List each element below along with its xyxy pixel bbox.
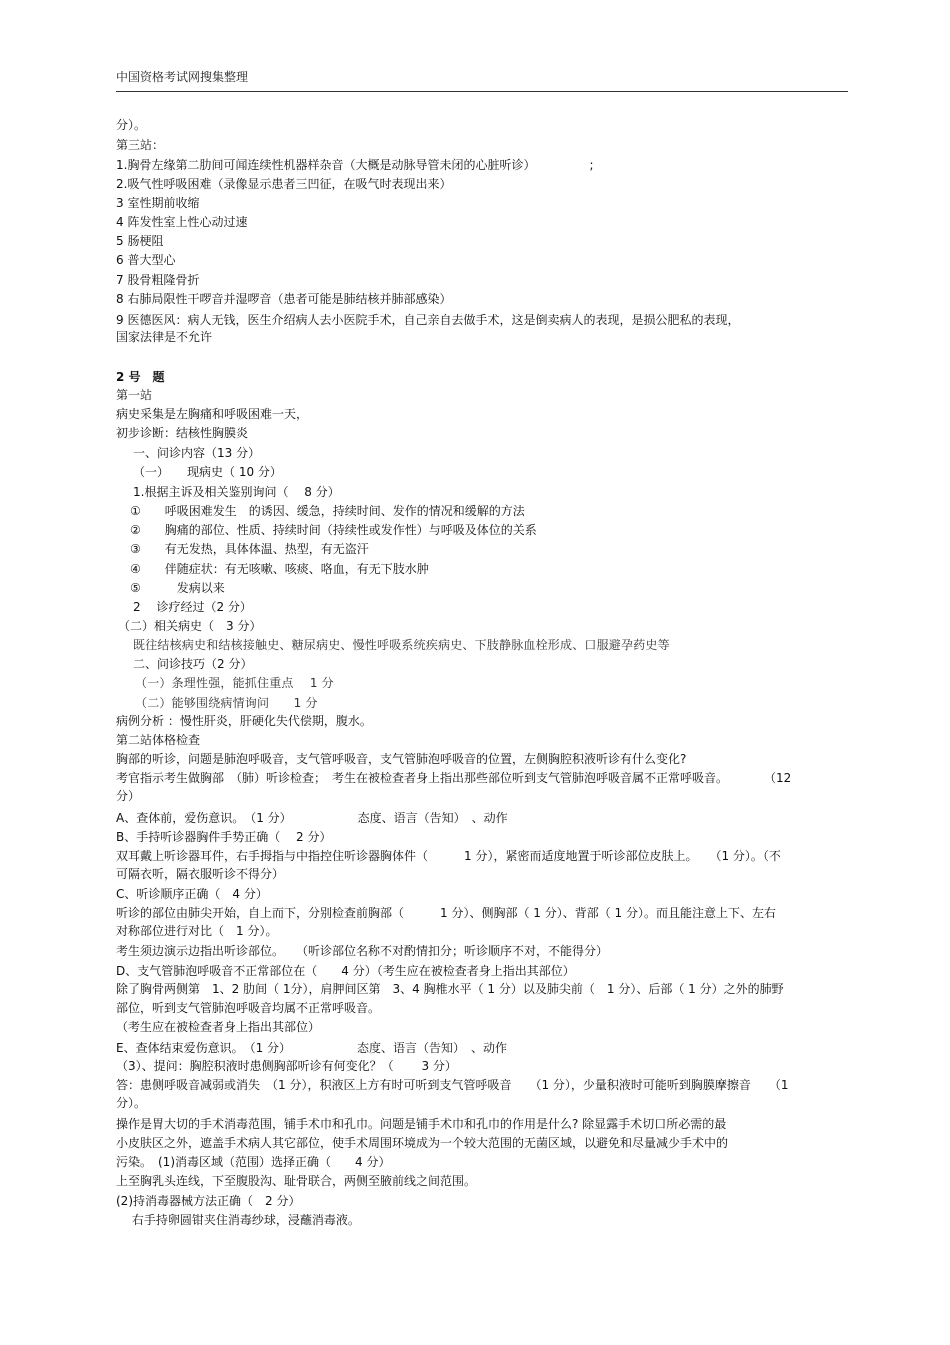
text-line: 4 阵发性室上性心动过速: [116, 215, 248, 229]
text-line: （二）能够围绕病情询问 1 分: [135, 696, 318, 710]
text-line: 听诊的部位由肺尖开始，自上而下，分别检查前胸部（ 1 分）、侧胸部（ 1 分）、背部（ 1 分）。而且能注意上下、左右: [116, 906, 776, 920]
text-line: 病史采集是左胸痛和呼吸困难一天，: [116, 407, 309, 421]
text-line: 对称部位进行对比（ 1 分）。: [116, 924, 278, 938]
text-line: 第二站体格检查: [116, 733, 201, 747]
text-line: 2.吸气性呼吸困难（录像显示患者三凹征，在吸气时表现出来）: [116, 177, 452, 191]
section-heading: 2 号 题: [116, 370, 165, 384]
text-line: （考生应在被检查者身上指出其部位）: [116, 1020, 321, 1034]
text-line: ⑤ 发病以来: [130, 581, 225, 595]
text-line: ① 呼吸困难发生 的诱因、缓急，持续时间、发作的情况和缓解的方法: [130, 504, 525, 518]
text-line: 国家法律是不允许: [116, 330, 213, 344]
text-line: ② 胸痛的部位、性质、持续时间（持续性或发作性）与呼吸及体位的关系: [130, 523, 537, 537]
text-line: 考生须边演示边指出听诊部位。 （听诊部位名称不对酌情扣分；听诊顺序不对，不能得分）: [116, 944, 609, 958]
text-line: 部位，听到支气管肺泡呼吸音均属不正常呼吸音。: [116, 1001, 381, 1015]
text-line: 初步诊断：结核性胸膜炎: [116, 426, 249, 440]
text-line: 分）。: [116, 118, 147, 132]
text-line: 病例分析 ：慢性肝炎，肝硬化失代偿期，腹水。: [116, 714, 372, 728]
page-header: 中国资格考试网搜集整理: [116, 70, 249, 84]
text-line: 9 医德医风：病人无钱，医生介绍病人去小医院手术，自己亲自去做手术，这是倒卖病人的表现，是损公肥私的表现，: [116, 313, 740, 327]
text-line: 第一站: [116, 388, 153, 402]
text-line: D、支气管肺泡呼吸音不正常部位在（ 4 分）（考生应在被检查者身上指出其部位）: [116, 964, 575, 978]
text-line: 一、问诊内容（13 分）: [133, 446, 261, 460]
text-line: 3 室性期前收缩: [116, 196, 200, 210]
text-line: 双耳戴上听诊器耳件，右手拇指与中指控住听诊器胸体件（ 1 分），紧密而适度地置于听诊部位皮肤上。 （1 分）。（不: [116, 849, 781, 863]
text-line: 上至胸乳头连线，下至腹股沟、耻骨联合，两侧至腋前线之间范围。: [116, 1174, 477, 1188]
text-line: 污染。 (1)消毒区域（范围）选择正确（ 4 分）: [116, 1155, 391, 1169]
text-line: 8 右肺局限性干啰音并湿啰音（患者可能是肺结核并肺部感染）: [116, 292, 452, 306]
text-line: (2)持消毒器械方法正确（ 2 分）: [116, 1194, 301, 1208]
text-line: 6 普大型心: [116, 253, 176, 267]
text-line: （二）相关病史（ 3 分）: [118, 619, 262, 633]
text-line: （3）、提问：胸腔积液时患侧胸部听诊有何变化？（ 3 分）: [116, 1059, 457, 1073]
text-line: 分）。: [116, 1096, 147, 1110]
text-line: C、听诊顺序正确（ 4 分）: [116, 887, 268, 901]
text-line: 分）: [116, 789, 141, 803]
text-line: ④ 伴随症状：有无咳嗽、咳痰、咯血，有无下肢水肿: [130, 562, 429, 576]
text-line: B、手持听诊器胸件手势正确（ 2 分）: [116, 830, 332, 844]
text-line: 胸部的听诊，问题是肺泡呼吸音，支气管呼吸音，支气管肺泡呼吸音的位置，左侧胸腔积液听诊有什么变化?: [116, 752, 687, 766]
text-line: 1.胸骨左缘第二肋间可闻连续性机器样杂音（大概是动脉导管未闭的心脏听诊） ;: [116, 158, 594, 172]
text-line: 第三站：: [116, 138, 165, 152]
text-line: 既往结核病史和结核接触史、糖尿病史、慢性呼吸系统疾病史、下肢静脉血栓形成、口服避孕药史等: [133, 638, 670, 652]
text-line: 二、问诊技巧（2 分）: [133, 657, 253, 671]
text-line: 操作是胃大切的手术消毒范围，铺手术巾和孔巾。问题是铺手术巾和孔巾的作用是什么? 除显露手术切口所必需的最: [116, 1117, 727, 1131]
text-line: 可隔衣听，隔衣服听诊不得分）: [116, 867, 285, 881]
text-line: ③ 有无发热，具体体温、热型，有无盗汗: [130, 542, 369, 556]
text-line: 考官指示考生做胸部 （肺）听诊检查； 考生在被检查者身上指出那些部位听到支气管肺泡呼吸音属不正常呼吸音。 （12: [116, 771, 792, 785]
text-line: 小皮肤区之外，遮盖手术病人其它部位，使手术周围环境成为一个较大范围的无菌区域，以避免和尽量减少手术中的: [116, 1136, 729, 1150]
text-line: E、查体结束爱伤意识。 （1 分） 态度、语言（告知） 、动作: [116, 1041, 508, 1055]
text-line: 2 诊疗经过（2 分）: [133, 600, 252, 614]
text-line: 除了胸骨两侧第 1、2 肋间（ 1分），肩胛间区第 3、4 胸椎水平（ 1 分）以及肺尖前（ 1 分）、后部（ 1 分）之外的肺野: [116, 982, 784, 996]
text-line: （一） 现病史（ 10 分）: [133, 465, 282, 479]
text-line: 右手持卵圆钳夹住消毒纱球，浸蘸消毒液。: [116, 1213, 360, 1227]
header-divider: [116, 91, 848, 92]
text-line: 5 肠梗阻: [116, 234, 164, 248]
text-line: 答：患侧呼吸音减弱或消失 （1 分），积液区上方有时可听到支气管呼吸音 （1 分），少量积液时可能听到胸膜摩擦音 （1: [116, 1078, 789, 1092]
text-line: （一）条理性强，能抓住重点 1 分: [135, 676, 334, 690]
text-line: 7 股骨粗隆骨折: [116, 273, 200, 287]
text-line: 1.根据主诉及相关鉴别询问（ 8 分）: [133, 485, 340, 499]
text-line: A、查体前，爱伤意识。 （1 分） 态度、语言（告知） 、动作: [116, 811, 508, 825]
